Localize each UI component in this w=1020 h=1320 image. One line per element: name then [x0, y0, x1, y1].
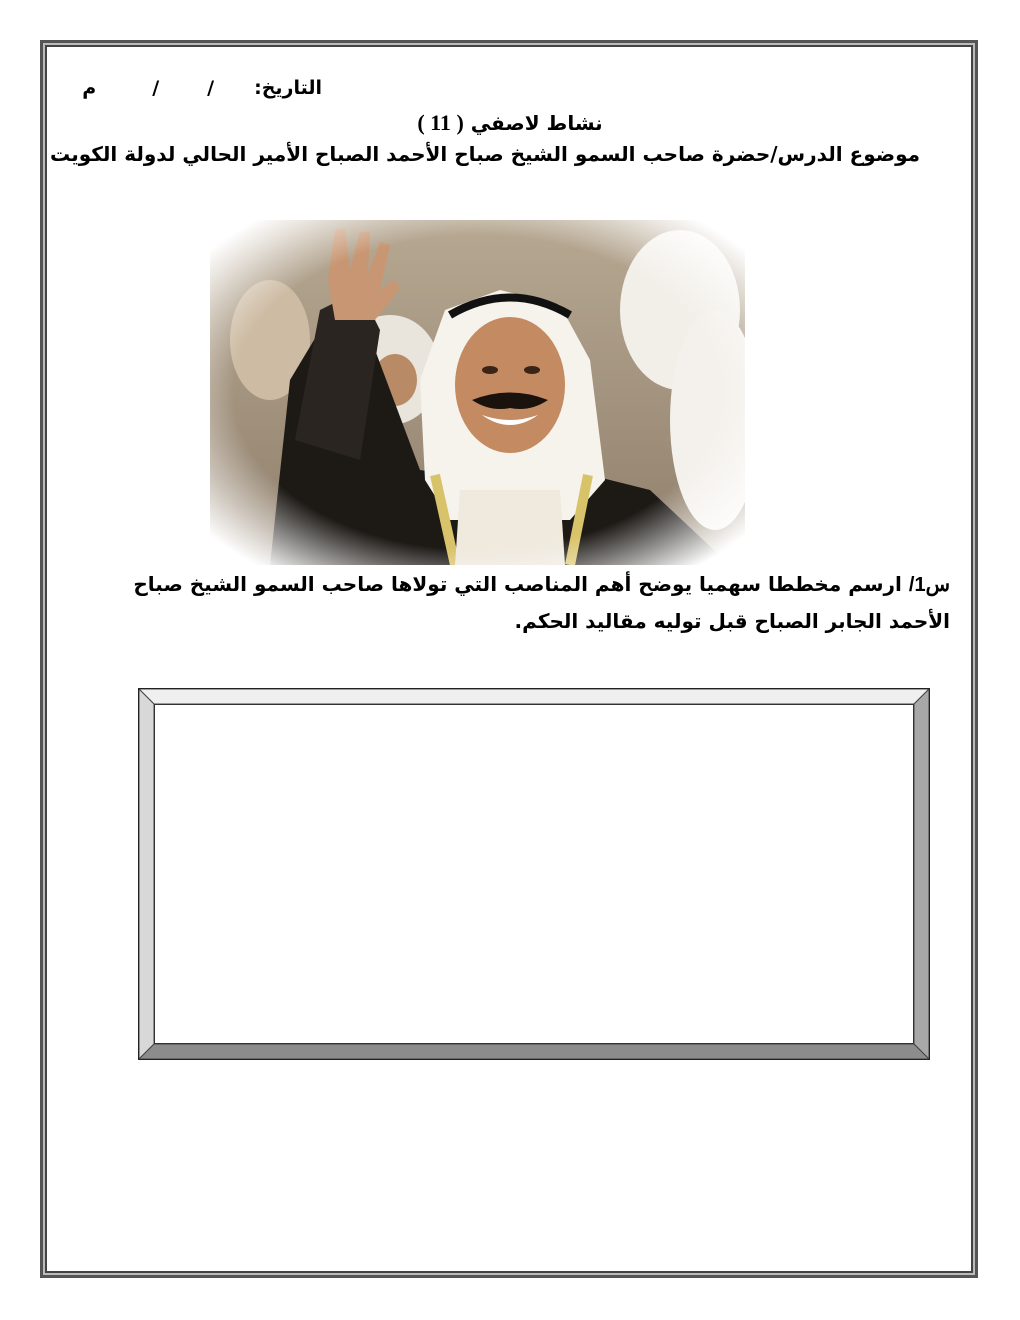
- lesson-topic: موضوع الدرس/حضرة صاحب السمو الشيخ صباح الأحمد الصباح الأمير الحالي لدولة الكويت: [50, 142, 920, 166]
- question-label: س1/: [908, 574, 950, 596]
- date-separator-1: /: [207, 77, 215, 99]
- date-line: [60, 74, 322, 102]
- answer-box[interactable]: [138, 688, 930, 1060]
- date-separator-2: /: [152, 77, 160, 99]
- activity-number: ( 11 ): [417, 110, 464, 135]
- date-label: التاريخ:: [254, 77, 322, 99]
- activity-title-text: نشاط لاصفي: [470, 111, 603, 135]
- activity-title: [0, 110, 1020, 136]
- question-1: [66, 566, 950, 639]
- question-text: ارسم مخططا سهميا يوضح أهم المناصب التي تولاها صاحب السمو الشيخ صباح الأحمد الجابر الصباح قبل توليه مقاليد الحكم.: [133, 572, 950, 633]
- date-suffix: م: [82, 77, 97, 99]
- portrait-photo: [210, 220, 745, 565]
- answer-drawing-area[interactable]: [154, 704, 914, 1044]
